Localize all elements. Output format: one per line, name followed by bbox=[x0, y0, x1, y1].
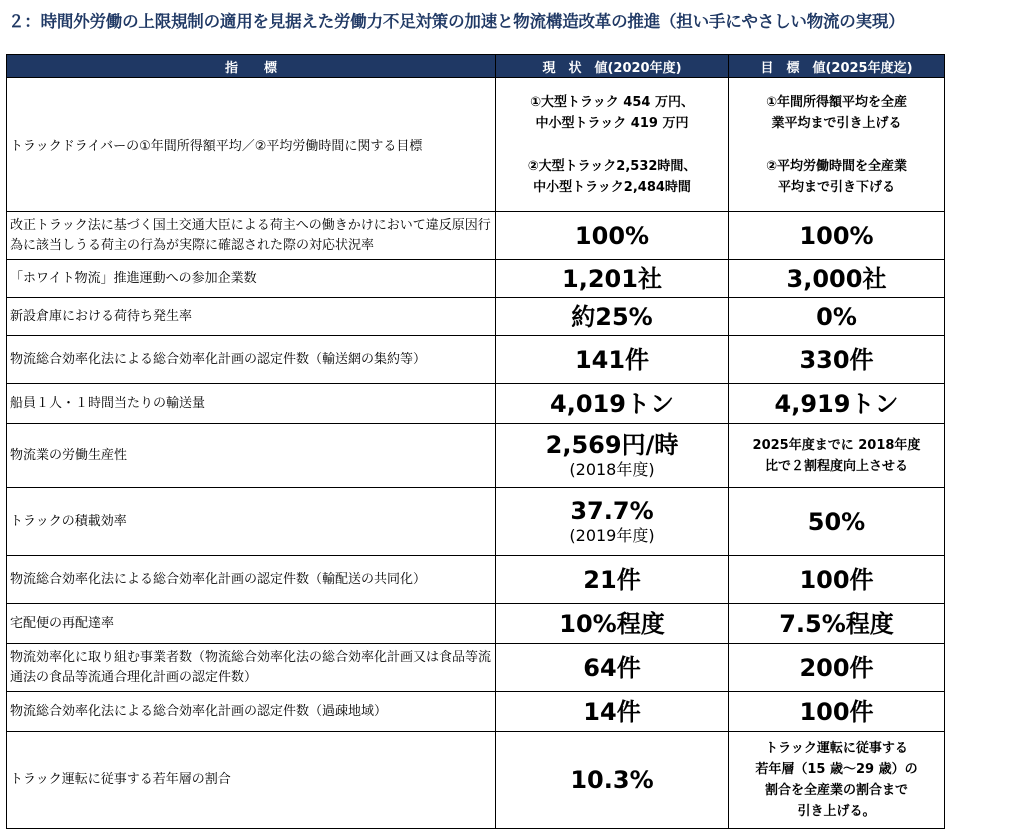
table-row bbox=[7, 260, 945, 298]
current-line: 中小型トラック 419 万円 bbox=[535, 115, 689, 131]
target-value-cell: 100% bbox=[729, 212, 945, 260]
current-value-cell: 37.7% (2019年度) bbox=[496, 488, 729, 556]
target-value-cell bbox=[729, 78, 945, 212]
current-value-cell: 約25% bbox=[496, 298, 729, 336]
table-row bbox=[7, 384, 945, 424]
target-line: 平均まで引き下げる bbox=[777, 179, 895, 195]
indicator-cell: 物流業の労働生産性 bbox=[7, 424, 496, 488]
table-row bbox=[7, 298, 945, 336]
table-row bbox=[7, 336, 945, 384]
table-row bbox=[7, 212, 945, 260]
table-row bbox=[7, 604, 945, 644]
indicator-cell: 新設倉庫における荷待ち発生率 bbox=[7, 298, 496, 336]
target-value-cell: 100件 bbox=[729, 692, 945, 732]
target-value-cell: 200件 bbox=[729, 644, 945, 692]
indicator-cell: トラック運転に従事する若年層の割合 bbox=[7, 732, 496, 829]
indicator-cell: トラックの積載効率 bbox=[7, 488, 496, 556]
current-value-cell: 14件 bbox=[496, 692, 729, 732]
header-indicator: 指 標 bbox=[7, 55, 496, 78]
indicator-cell: 改正トラック法に基づく国土交通大臣による荷主への働きかけにおいて違反原因行為に該当しうる荷主の行為が実際に確認された際の対応状況率 bbox=[7, 212, 496, 260]
indicator-cell: 船員１人・１時間当たりの輸送量 bbox=[7, 384, 496, 424]
table-row bbox=[7, 78, 945, 212]
current-value-cell: 64件 bbox=[496, 644, 729, 692]
current-value-cell: 141件 bbox=[496, 336, 729, 384]
target-line: 比で２割程度向上させる bbox=[764, 458, 908, 474]
current-line: 中小型トラック2,484時間 bbox=[533, 179, 691, 195]
target-line: ②平均労働時間を全産業 bbox=[765, 158, 907, 174]
current-value-cell: 10%程度 bbox=[496, 604, 729, 644]
table-row bbox=[7, 732, 945, 829]
indicator-cell: 「ホワイト物流」推進運動への参加企業数 bbox=[7, 260, 496, 298]
target-line: 割合を全産業の割合まで bbox=[764, 783, 908, 798]
target-line: 業平均まで引き上げる bbox=[771, 115, 902, 131]
current-value-cell: 2,569円/時 (2018年度) bbox=[496, 424, 729, 488]
indicator-table bbox=[6, 54, 945, 829]
target-value-cell: 7.5%程度 bbox=[729, 604, 945, 644]
target-value-cell: 4,919トン bbox=[729, 384, 945, 424]
target-line: ①年間所得額平均を全産 bbox=[765, 94, 907, 110]
header-current: 現 状 値(2020年度) bbox=[496, 55, 729, 78]
table-row bbox=[7, 692, 945, 732]
indicator-cell: トラックドライバーの①年間所得額平均／②平均労働時間に関する目標 bbox=[7, 78, 496, 212]
target-value-cell: 50% bbox=[729, 488, 945, 556]
current-line: ②大型トラック2,532時間、 bbox=[527, 158, 697, 174]
target-value-cell bbox=[729, 424, 945, 488]
current-value-cell: 1,201社 bbox=[496, 260, 729, 298]
current-value-cell: 21件 bbox=[496, 556, 729, 604]
indicator-cell: 物流効率化に取り組む事業者数（物流総合効率化法の総合効率化計画又は食品等流通法の食品等流通合理化計画の認定件数） bbox=[7, 644, 496, 692]
target-line: 2025年度までに 2018年度 bbox=[752, 437, 921, 453]
table-row bbox=[7, 556, 945, 604]
indicator-cell: 物流総合効率化法による総合効率化計画の認定件数（輸配送の共同化） bbox=[7, 556, 496, 604]
target-value-cell bbox=[729, 732, 945, 829]
current-value-cell: 10.3% bbox=[496, 732, 729, 829]
current-value-cell bbox=[496, 78, 729, 212]
current-year-note: (2018年度) bbox=[569, 459, 655, 479]
current-year-note: (2019年度) bbox=[569, 525, 655, 545]
header-target: 目 標 値(2025年度迄) bbox=[729, 55, 945, 78]
target-value-cell: 0% bbox=[729, 298, 945, 336]
current-value-cell: 100% bbox=[496, 212, 729, 260]
target-value-cell: 3,000社 bbox=[729, 260, 945, 298]
target-line: 若年層（15 歳～29 歳）の bbox=[755, 762, 918, 777]
target-line: 引き上げる。 bbox=[797, 804, 876, 819]
current-line: ①大型トラック 454 万円、 bbox=[530, 94, 694, 110]
indicator-cell: 物流総合効率化法による総合効率化計画の認定件数（過疎地域） bbox=[7, 692, 496, 732]
table-row bbox=[7, 424, 945, 488]
target-value-cell: 100件 bbox=[729, 556, 945, 604]
indicator-cell: 物流総合効率化法による総合効率化計画の認定件数（輸送網の集約等） bbox=[7, 336, 496, 384]
indicator-cell: 宅配便の再配達率 bbox=[7, 604, 496, 644]
table-row bbox=[7, 488, 945, 556]
table-header-row bbox=[7, 55, 945, 78]
target-line: トラック運転に従事する bbox=[765, 741, 908, 756]
current-value-cell: 4,019トン bbox=[496, 384, 729, 424]
table-row bbox=[7, 644, 945, 692]
page-title: ２：時間外労働の上限規制の適用を見据えた労働力不足対策の加速と物流構造改革の推進（担い手にやさしい物流の実現） bbox=[8, 12, 905, 31]
target-value-cell: 330件 bbox=[729, 336, 945, 384]
